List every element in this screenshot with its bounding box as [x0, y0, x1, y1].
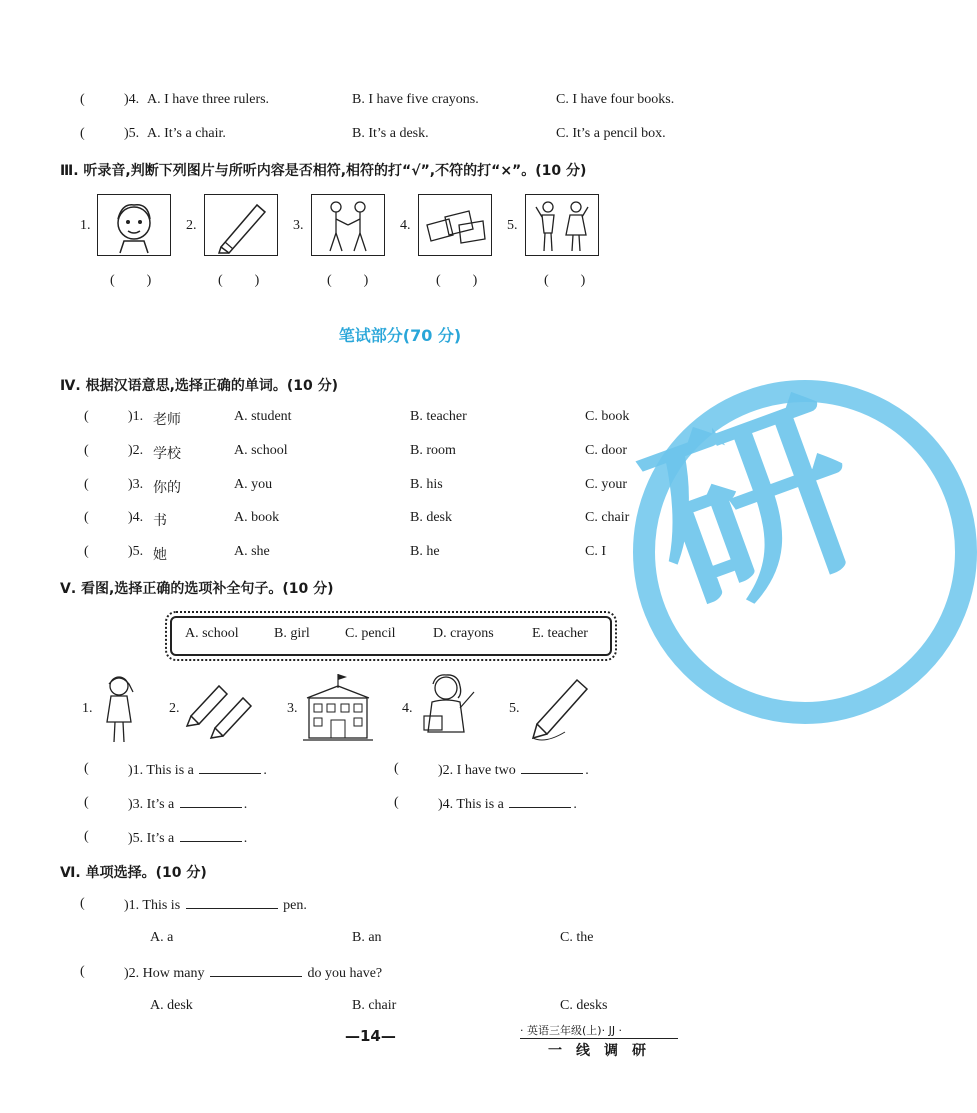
option-teacher: E. teacher	[532, 626, 588, 641]
option-a: A. desk	[150, 998, 193, 1013]
option-b: B. room	[410, 443, 456, 458]
option-c: C. book	[585, 409, 630, 424]
paren-open: (	[84, 510, 89, 525]
paren-open: (	[80, 92, 85, 107]
question-number: )3.	[128, 477, 144, 492]
question: )2. How many do you have?	[124, 966, 383, 981]
paren-open: (	[394, 761, 399, 776]
school-icon	[303, 672, 373, 749]
teacher-icon	[420, 672, 476, 749]
paren-open: (	[84, 409, 89, 424]
footer-series: 一线调研	[548, 1043, 660, 1059]
footer-divider	[520, 1038, 678, 1039]
option-a: A. I have three rulers.	[147, 92, 270, 107]
option-b: B. I have five crayons.	[352, 92, 479, 107]
sentence: )1. This is a .	[128, 763, 267, 778]
answer-paren: ( )	[218, 273, 260, 288]
option-c: C. desks	[560, 998, 608, 1013]
pencil-icon	[204, 194, 278, 256]
option-girl: B. girl	[274, 626, 310, 641]
paren-open: (	[80, 964, 85, 979]
part6-heading: Ⅵ. 单项选择。(10 分)	[60, 865, 207, 881]
sentence: )2. I have two .	[438, 763, 589, 778]
option-c: C. your	[585, 477, 627, 492]
option-c: C. door	[585, 443, 627, 458]
chinese-word: 老师	[153, 413, 181, 428]
question: )1. This is pen.	[124, 898, 307, 913]
paren-open: (	[84, 544, 89, 559]
option-a: A. student	[234, 409, 292, 424]
option-c: C. I have four books.	[556, 92, 675, 107]
option-crayons: D. crayons	[433, 626, 494, 641]
paren-open: (	[84, 477, 89, 492]
watermark-stamp-char: 研	[621, 365, 889, 654]
pencil-icon	[525, 672, 595, 749]
option-a: A. you	[234, 477, 273, 492]
pic-label: 3.	[287, 701, 298, 716]
sentence: )4. This is a .	[438, 797, 577, 812]
two-kids-icon	[525, 194, 599, 256]
paren-open: (	[84, 795, 89, 810]
part3-heading: Ⅲ. 听录音,判断下列图片与所听内容是否相符,相符的打“√”,不符的打“×”。(10 分)	[60, 163, 587, 179]
girl-icon	[97, 672, 141, 749]
pic-label: 2.	[169, 701, 180, 716]
written-section-title: 笔试部分(70 分)	[338, 326, 462, 345]
paren-open: (	[80, 126, 85, 141]
option-c: C. the	[560, 930, 594, 945]
option-a: A. It’s a chair.	[147, 126, 226, 141]
paren-open: (	[80, 896, 85, 911]
option-b: B. an	[352, 930, 382, 945]
option-b: B. It’s a desk.	[352, 126, 429, 141]
option-c: C. It’s a pencil box.	[556, 126, 666, 141]
pic-label: 4.	[400, 218, 411, 233]
sentence: )3. It’s a .	[128, 797, 248, 812]
boy-face-icon	[97, 194, 171, 256]
crayons-icon	[185, 676, 257, 743]
option-a: A. school	[234, 443, 288, 458]
option-a: A. she	[234, 544, 270, 559]
question-number: )4.	[124, 92, 140, 107]
books-icon	[418, 194, 492, 256]
question-number: )2.	[128, 443, 144, 458]
pic-label: 1.	[82, 701, 93, 716]
option-b: B. his	[410, 477, 443, 492]
pic-label: 1.	[80, 218, 91, 233]
paren-open: (	[84, 829, 89, 844]
part5-heading: Ⅴ. 看图,选择正确的选项补全句子。(10 分)	[60, 581, 334, 597]
chinese-word: 学校	[153, 447, 181, 462]
question-number: )5.	[128, 544, 144, 559]
pic-label: 4.	[402, 701, 413, 716]
option-a: A. a	[150, 930, 174, 945]
part4-heading: Ⅳ. 根据汉语意思,选择正确的单词。(10 分)	[60, 378, 339, 394]
chinese-word: 你的	[153, 481, 181, 496]
option-pencil: C. pencil	[345, 626, 396, 641]
page-number: —14—	[345, 1027, 396, 1045]
answer-paren: ( )	[327, 273, 369, 288]
chinese-word: 她	[153, 548, 167, 563]
answer-paren: ( )	[436, 273, 478, 288]
paren-open: (	[84, 443, 89, 458]
paren-open: (	[394, 795, 399, 810]
footer-book-title: · 英语三年级(上)· JJ ·	[520, 1024, 623, 1037]
option-school: A. school	[185, 626, 239, 641]
option-b: B. chair	[352, 998, 397, 1013]
pic-label: 3.	[293, 218, 304, 233]
option-b: B. teacher	[410, 409, 467, 424]
option-c: C. chair	[585, 510, 630, 525]
pic-label: 5.	[509, 701, 520, 716]
two-people-icon	[311, 194, 385, 256]
answer-paren: ( )	[110, 273, 152, 288]
option-c: C. I	[585, 544, 606, 559]
sentence: )5. It’s a .	[128, 831, 248, 846]
option-a: A. book	[234, 510, 280, 525]
option-b: B. he	[410, 544, 440, 559]
pic-label: 2.	[186, 218, 197, 233]
option-b: B. desk	[410, 510, 452, 525]
paren-open: (	[84, 761, 89, 776]
question-number: )1.	[128, 409, 144, 424]
question-number: )5.	[124, 126, 140, 141]
chinese-word: 书	[153, 514, 167, 529]
question-number: )4.	[128, 510, 144, 525]
answer-paren: ( )	[544, 273, 586, 288]
pic-label: 5.	[507, 218, 518, 233]
